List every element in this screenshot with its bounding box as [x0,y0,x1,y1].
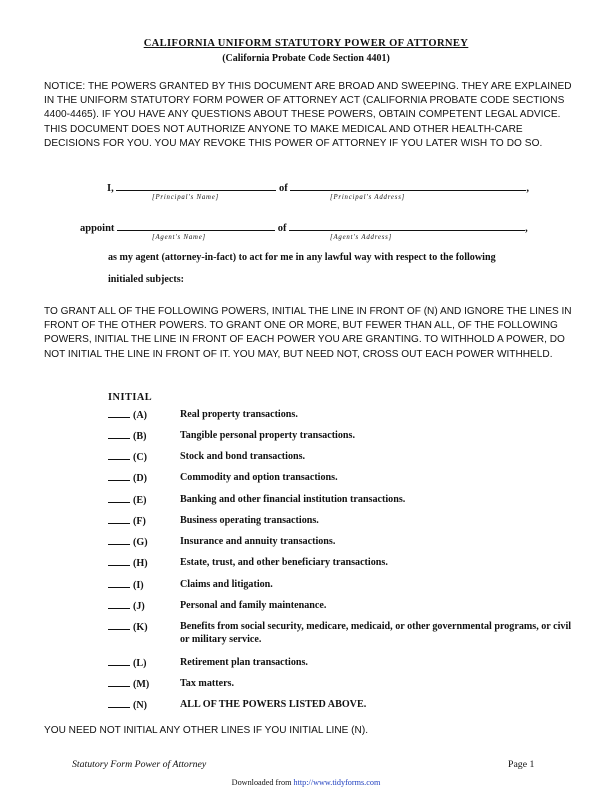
principal-suffix: , [526,183,529,194]
power-item-i: (I) Claims and litigation. [108,578,578,591]
initial-field[interactable] [108,556,130,566]
initial-field[interactable] [108,493,130,503]
initial-field[interactable] [108,408,130,418]
power-item-n: (N) ALL OF THE POWERS LISTED ABOVE. [108,698,578,711]
principal-prefix: I, [107,183,114,194]
initial-field[interactable] [108,677,130,687]
initial-field[interactable] [108,429,130,439]
power-item-e: (E) Banking and other financial institution transactions. [108,493,578,506]
principal-name-field[interactable] [116,180,276,191]
agent-address-field[interactable] [289,220,525,231]
power-item-g: (G) Insurance and annuity transactions. [108,535,578,548]
agent-address-caption: [Agent's Address] [330,234,393,241]
initial-field[interactable] [108,578,130,588]
agent-of: of [277,223,287,234]
agent-line [80,220,528,234]
principal-address-field[interactable] [290,180,526,191]
principal-address-caption: [Principal's Address] [330,194,406,201]
download-link[interactable]: http://www.tidyforms.com [293,778,381,787]
power-item-j: (J) Personal and family maintenance. [108,599,578,612]
initial-field[interactable] [108,471,130,481]
principal-line [107,180,529,194]
power-item-m: (M) Tax matters. [108,677,578,690]
agent-prefix: appoint [80,223,115,234]
agent-name-caption: [Agent's Name] [152,234,206,241]
agent-text-line-1: as my agent (attorney-in-fact) to act for me in any lawful way with respect to the following [108,252,496,263]
agent-suffix: , [525,223,528,234]
power-item-d: (D) Commodity and option transactions. [108,471,578,484]
power-item-k: (K) Benefits from social security, medicare, medicaid, or other governmental programs, or civil or military service. [108,620,578,633]
initial-field[interactable] [108,698,130,708]
footer-form-name: Statutory Form Power of Attorney [72,759,207,770]
agent-name-field[interactable] [117,220,275,231]
footer-note: YOU NEED NOT INITIAL ANY OTHER LINES IF YOU INITIAL LINE (N). [44,725,368,736]
page-number: Page 1 [508,759,535,770]
agent-text-line-2: initialed subjects: [108,274,184,285]
power-item-h: (H) Estate, trust, and other beneficiary transactions. [108,556,578,569]
power-item-f: (F) Business operating transactions. [108,514,578,527]
power-item-b: (B) Tangible personal property transactions. [108,429,578,442]
initial-field[interactable] [108,656,130,666]
initial-field[interactable] [108,599,130,609]
initial-field[interactable] [108,620,130,630]
notice-paragraph: NOTICE: THE POWERS GRANTED BY THIS DOCUMENT ARE BROAD AND SWEEPING. THEY ARE EXPLAINED IN THE UNIFORM STATUTORY FORM POWER OF ATTORNEY ACT (CALIFORNIA PROBATE CODE SECTIONS 4400-4465). IF YOU HAVE ANY QUESTIONS ABOUT THESE POWERS, OBTAIN COMPETENT LEGAL ADVICE. THIS DOCUMENT DOES NOT AUTHORIZE ANYONE TO MAKE MEDICAL AND OTHER HEALTH-CARE DECISIONS FOR YOU. YOU MAY REVOKE THIS POWER OF ATTORNEY IF YOU LATER WISH TO DO SO. [44,81,572,149]
document-title: CALIFORNIA UNIFORM STATUTORY POWER OF ATTORNEY [143,38,469,49]
power-item-c: (C) Stock and bond transactions. [108,450,578,463]
principal-of: of [278,183,288,194]
initial-field[interactable] [108,450,130,460]
power-item-l: (L) Retirement plan transactions. [108,656,578,669]
download-note: Downloaded from http://www.tidyforms.com [231,778,381,787]
principal-name-caption: [Principal's Name] [152,194,220,201]
instructions-paragraph: TO GRANT ALL OF THE FOLLOWING POWERS, INITIAL THE LINE IN FRONT OF (N) AND IGNORE THE LINES IN FRONT OF THE OTHER POWERS. TO GRANT ONE OR MORE, BUT FEWER THAN ALL, OF THE FOLLOWING POWERS, INITIAL THE LINE IN FRONT OF EACH POWER YOU ARE GRANTING. TO WITHHOLD A POWER, DO NOT INITIAL THE LINE IN FRONT OF IT. YOU MAY, BUT NEED NOT, CROSS OUT EACH POWER WITHHELD. [44,306,572,360]
document-subtitle: (California Probate Code Section 4401) [222,53,390,64]
initial-field[interactable] [108,514,130,524]
initial-header: INITIAL [108,392,153,403]
power-item-a: (A) Real property transactions. [108,408,578,421]
initial-field[interactable] [108,535,130,545]
